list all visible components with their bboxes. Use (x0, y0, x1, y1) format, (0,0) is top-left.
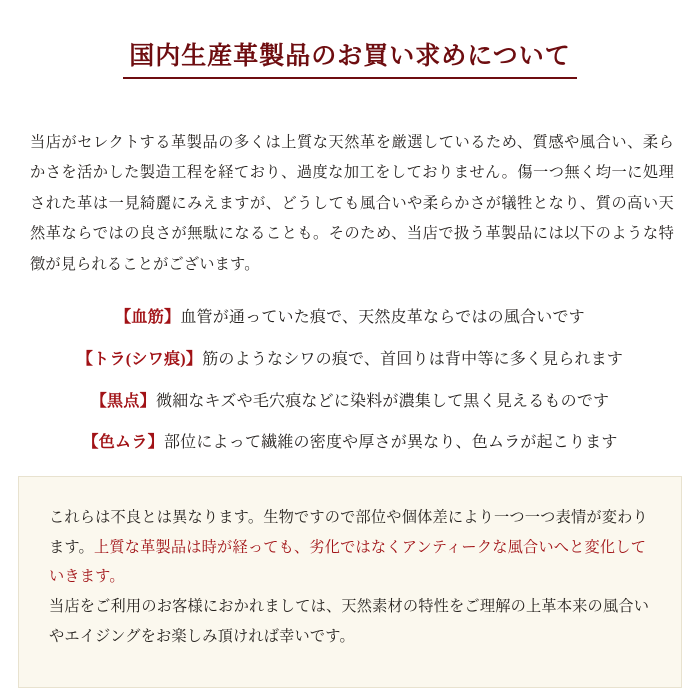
feature-tag: 【色ムラ】 (82, 434, 164, 452)
list-item (24, 306, 676, 331)
feature-tag: 【黒点】 (90, 392, 156, 410)
page-title: 国内生産革製品のお買い求めについて (123, 43, 577, 80)
note-paragraph (49, 503, 657, 651)
list-item (24, 390, 676, 415)
page-title-wrapper (18, 26, 682, 104)
note-text-highlight: 上質な革製品は時が経っても、劣化ではなくアンティークな風合いへと変化していきます。 (49, 538, 647, 586)
feature-tag: 【トラ(シワ痕)】 (76, 350, 203, 368)
feature-text: 部位によって繊維の密度や厚さが異なり、色ムラが起こります (163, 434, 618, 452)
feature-text: 筋のようなシワの痕で、首回りは背中等に多く見られます (202, 350, 624, 368)
note-text-second: 当店をご利用のお客様におかれましては、天然素材の特性をご理解の上革本来の風合いやエイジングをお楽しみ頂ければ幸いです。 (49, 597, 650, 645)
list-item (24, 348, 676, 373)
note-text-plain: これらは不良とは異なります。生物ですので部位や個体差により一つ一つ表情が変わります。 (49, 509, 648, 556)
feature-text: 微細なキズや毛穴痕などに染料が濃集して黒く見えるものです (155, 392, 610, 410)
feature-list (18, 306, 682, 456)
intro-paragraph: 当店がセレクトする革製品の多くは上質な天然革を厳選しているため、質感や風合い、柔らかさを活かした製造工程を経ており、過度な加工をしておりません。傷一つ無く均一に処理された革は一見綺麗にみえますが、どうしても風合いや柔らかさが犠牲となり、質の高い天然革ならではの良さが無駄になることも。そのため、当店で扱う革製品には以下のような特徴が見られることがございます。 (30, 134, 674, 273)
list-item (24, 431, 676, 456)
note-box (18, 476, 682, 688)
feature-text: 血管が通っていた痕で、天然皮革ならではの風合いです (180, 309, 585, 327)
feature-tag: 【血筋】 (115, 309, 181, 327)
